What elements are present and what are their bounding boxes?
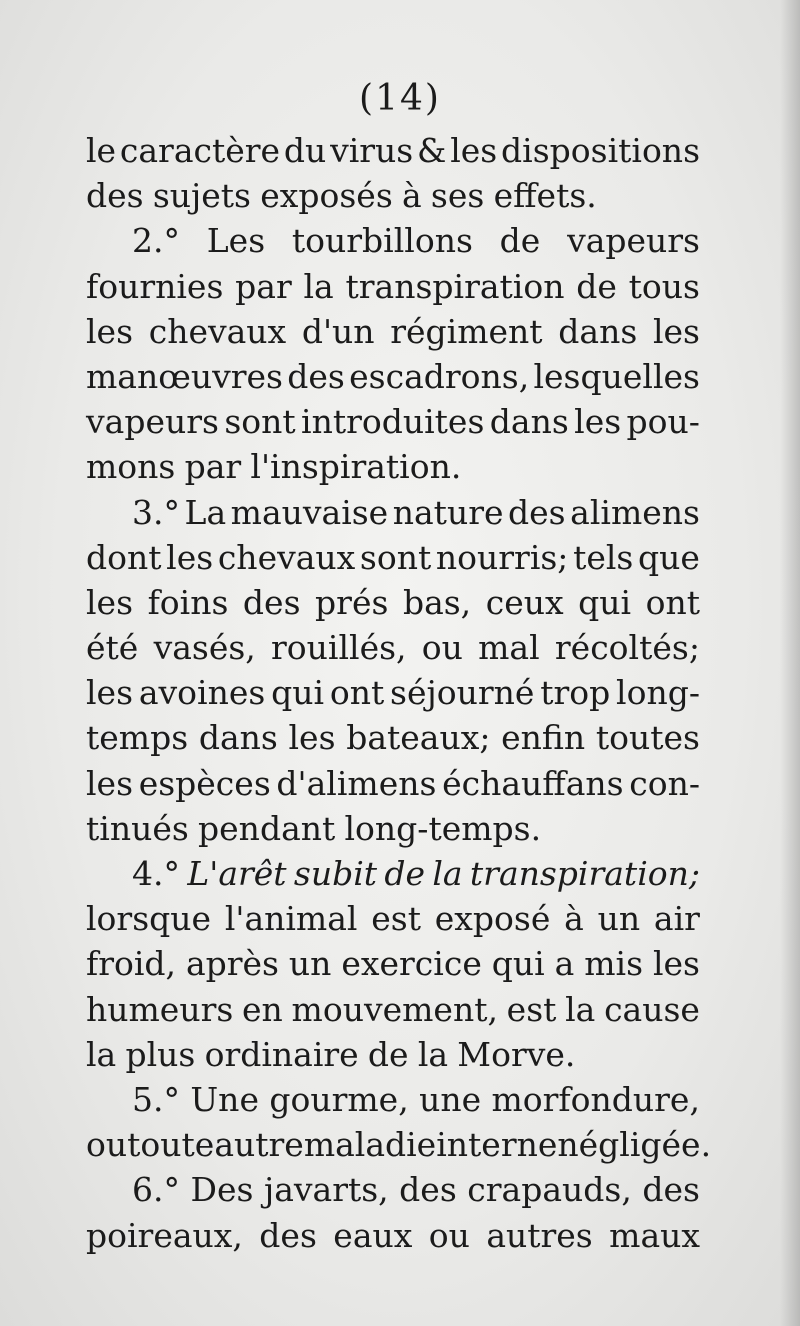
text-line: 6.° Des javarts, des crapauds, des [132,1170,700,1210]
text-line: fournies par la transpiration de tous [86,266,700,306]
text-line: mons par l'inspiration. [86,447,462,487]
text-line: manœuvres des escadrons, lesquelles [86,356,700,396]
text-line: poireaux, des eaux ou autres maux [86,1215,700,1255]
text-line: dont les chevaux sont nourris; tels que [86,537,700,577]
text-line: ou toute autre maladie interne négligée. [86,1125,712,1165]
text-line: froid, après un exercice qui a mis les [86,944,700,984]
text-line: tinués pendant long-temps. [86,808,542,848]
text-line: les chevaux d'un régiment dans les [86,311,700,351]
page-number: (14) [359,78,441,119]
text-line: 3.° La mauvaise nature des alimens [132,492,700,532]
text-line: été vasés, rouillés, ou mal récoltés; [86,628,700,668]
text-line: le caractère du virus & les dispositions [86,131,700,170]
text-line: les foins des prés bas, ceux qui ont [86,582,700,622]
body-text [86,128,712,1258]
text-line: les espèces d'alimens échauffans con- [86,763,700,803]
text-line: humeurs en mouvement, est la cause [86,989,700,1029]
text-line: vapeurs sont introduites dans les pou- [86,402,700,442]
text-line: 4.° L'arêt subit de la transpiration; [132,854,700,893]
text-line: la plus ordinaire de la Morve. [86,1034,576,1074]
text-line: 5.° Une gourme, une morfondure, [132,1079,700,1119]
page-edge-shadow [780,0,800,1326]
text-line: des sujets exposés à ses effets. [86,176,597,216]
text-line: temps dans les bateaux; enfin toutes [86,718,700,758]
text-line: les avoines qui ont séjourné trop long- [86,673,700,713]
text-line: lorsque l'animal est exposé à un air [86,899,700,939]
text-line: 2.° Les tourbillons de vapeurs [132,221,700,261]
